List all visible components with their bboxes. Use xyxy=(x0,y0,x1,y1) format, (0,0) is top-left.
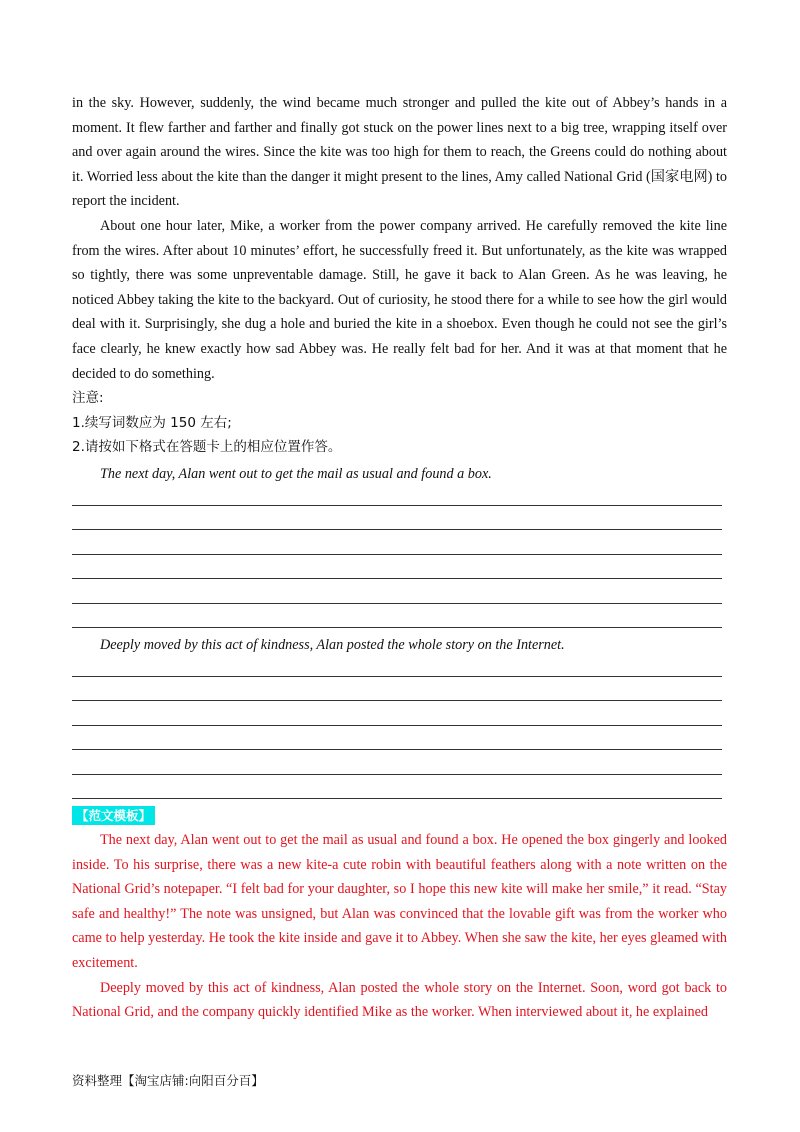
answer-line xyxy=(72,774,722,775)
footer-note: 资料整理【淘宝店铺:向阳百分百】 xyxy=(72,1073,264,1088)
answer-line xyxy=(72,798,722,799)
continuation-prompt-1: The next day, Alan went out to get the mail as usual and found a box. xyxy=(100,466,492,482)
answer-line xyxy=(72,529,722,530)
story-text xyxy=(72,91,727,386)
story-paragraph-1: in the sky. However, suddenly, the wind became much stronger and pulled the kite out of Abbey’s hands in a moment. It flew farther and farther and finally got stuck on the power lines next to a big tree, wrapping itself over and over again around the wires. Since the kite was too high for them to reach, the Greens could do nothing about it. Worried less about the kite than the danger it might present to the lines, Amy called National Grid (国家电网) to report the incident. xyxy=(72,95,727,210)
notes-section xyxy=(72,386,727,460)
answer-line xyxy=(72,578,722,579)
continuation-prompt-2: Deeply moved by this act of kindness, Alan posted the whole story on the Internet. xyxy=(100,637,565,653)
answer-line xyxy=(72,725,722,726)
answer-line xyxy=(72,554,722,555)
model-paragraph-2: Deeply moved by this act of kindness, Alan posted the whole story on the Internet. Soon, word got back to National Grid, and the company quickly identified Mike as the worker. When interviewed about it, he explained xyxy=(72,979,727,1021)
notes-item-1: 1.续写词数应为 150 左右; xyxy=(72,414,232,431)
answer-line xyxy=(72,603,722,604)
answer-line xyxy=(72,505,722,506)
answer-line xyxy=(72,749,722,750)
model-answer-text xyxy=(72,828,727,1025)
notes-heading: 注意: xyxy=(72,390,104,406)
model-answer-badge: 【范文模板】 xyxy=(72,806,155,825)
model-paragraph-1: The next day, Alan went out to get the mail as usual and found a box. He opened the box gingerly and looked inside. To his surprise, there was a new kite-a cute robin with beautiful feathers along with a note written on the National Grid’s notepaper. “I felt bad for your daughter, so I hope this new kite will make her smile,” it read. “Stay safe and healthy!” The note was unsigned, but Alan was convinced that the lovable gift was from the worker who came to help yesterday. He took the kite inside and gave it to Abbey. When she saw the kite, her eyes gleamed with excitement. xyxy=(72,832,727,971)
answer-line xyxy=(72,627,722,628)
answer-line xyxy=(72,676,722,677)
notes-item-2: 2.请按如下格式在答题卡上的相应位置作答。 xyxy=(72,439,342,456)
story-paragraph-2: About one hour later, Mike, a worker from the power company arrived. He carefully removed the kite line from the wires. After about 10 minutes’ effort, he successfully freed it. But unfortunately, as the kite was wrapped so tightly, there was some unpreventable damage. Still, he gave it back to Alan Green. As he was leaving, he noticed Abbey taking the kite to the backyard. Out of curiosity, he stood there for a while to see how the girl would deal with it. Surprisingly, she dug a hole and buried the kite in a shoebox. Even though he could not see the girl’s face clearly, he knew exactly how sad Abbey was. He really felt bad for her. And it was at that moment that he decided to do something. xyxy=(72,217,727,382)
answer-line xyxy=(72,700,722,701)
